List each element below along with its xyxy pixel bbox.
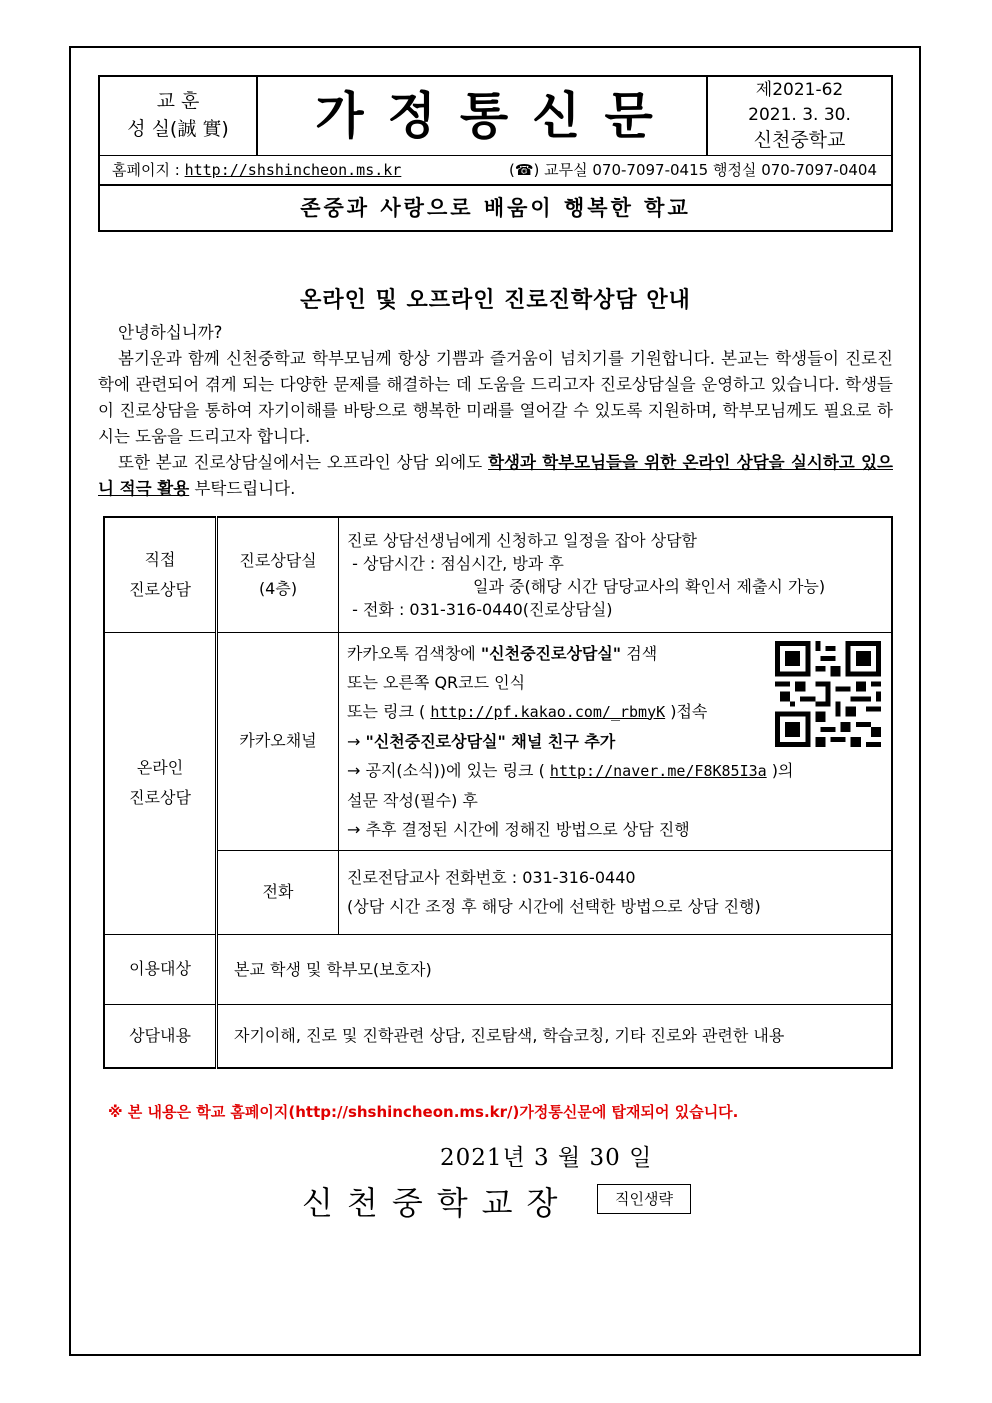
direct-line-3: 일과 중(해당 시간 담당교사의 확인서 제출시 가능) xyxy=(473,576,826,596)
direct-line-1: 진로 상담선생님에게 신청하고 일정을 잡아 상담함 xyxy=(347,530,698,550)
header-top-row xyxy=(100,77,891,156)
paragraph-2-pre: 또한 본교 진로상담실에서는 오프라인 상담 외에도 xyxy=(118,453,489,472)
qr-code-icon[interactable] xyxy=(775,641,881,747)
greeting: 안녕하십니까? xyxy=(118,323,223,342)
homepage-label: 홈페이지 : xyxy=(112,161,180,179)
survey-link[interactable]: http://naver.me/F8K85I3a xyxy=(549,761,767,780)
room-label: 진로상담실 (4층) xyxy=(217,517,339,632)
kakao-channel-link[interactable]: http://pf.kakao.com/_rbmyK xyxy=(430,702,666,721)
target-value: 본교 학생 및 학부모(보호자) xyxy=(217,934,893,1004)
motto-label: 교 훈 xyxy=(156,90,200,112)
kakao-line-5 xyxy=(347,756,883,786)
seal-omitted-box: 직인생략 xyxy=(597,1184,691,1214)
motto-value: 성 실(誠 實) xyxy=(127,118,229,140)
issue-number: 제2021-62 xyxy=(755,80,844,100)
kakao-line-2: 또는 오른쪽 QR코드 인식 xyxy=(347,672,526,692)
kakao-details xyxy=(339,632,893,850)
kakao-add-friend: "신천중진로상담실" 채널 친구 추가 xyxy=(365,731,616,751)
paragraph-2-post: 부탁드립니다. xyxy=(189,479,296,498)
content-value: 자기이해, 진로 및 진학관련 상담, 진로탐색, 학습코칭, 기타 진로와 관련한 내용 xyxy=(217,1004,893,1068)
newsletter-title: 가정통신문 xyxy=(315,87,677,145)
kakao-line-3-pre: 또는 링크 ( xyxy=(347,701,431,721)
phone-line-1: 진로전담교사 전화번호 : 031-316-0440 xyxy=(347,868,636,887)
table-row xyxy=(104,632,892,850)
direct-details xyxy=(339,517,893,632)
target-label: 이용대상 xyxy=(104,934,217,1004)
kakao-line-3-post: )접속 xyxy=(665,701,708,721)
direct-line-4: - 전화 : 031-316-0440(진로상담실) xyxy=(347,599,613,619)
contact-row xyxy=(100,156,891,186)
letter-date: 2021년 3 월 30 일 xyxy=(440,1145,653,1171)
kakao-line-5-post: )의 xyxy=(766,760,794,780)
counseling-table xyxy=(103,516,893,1069)
issue-info xyxy=(706,77,891,155)
direct-line-2: - 상담시간 : 점심시간, 방과 후 xyxy=(347,553,564,573)
phone-line-2: (상담 시간 조정 후 해당 시간에 선택한 방법으로 상담 진행) xyxy=(347,897,761,916)
direct-label: 직접 진로상담 xyxy=(104,517,217,632)
arrow-icon: → xyxy=(347,731,366,751)
kakao-label: 카카오채널 xyxy=(217,632,339,850)
homepage xyxy=(112,156,401,184)
kakao-line-1-pre: 카카오톡 검색창에 xyxy=(347,643,481,663)
phone-numbers: (☎) 교무실 070-7097-0415 행정실 070-7097-0404 xyxy=(508,161,877,179)
school-name: 신천중학교 xyxy=(753,129,846,151)
school-slogan: 존중과 사랑으로 배움이 행복한 학교 xyxy=(300,196,691,220)
school-motto xyxy=(100,77,258,155)
table-row xyxy=(104,850,892,934)
principal-signature: 신천중학교장 xyxy=(302,1184,572,1222)
paragraph-2-underline: 학생과 학부모님들을 위한 온라인 상담을 실시하고 있으니 적극 활용 xyxy=(98,453,893,498)
body-text xyxy=(98,320,893,502)
issue-date: 2021. 3. 30. xyxy=(748,105,851,125)
paragraph-1: 봄기운과 함께 신천중학교 학부모님께 항상 기쁨과 즐거움이 넘치기를 기원합니다. 본교는 학생들이 진로진학에 관련되어 겪게 되는 다양한 문제를 해결하는 데 도움을 드리고자 진로상담실을 운영하고 있습니다. 학생들이 진로상담을 통하여 자기이해를 바탕으로 행복한 미래를 열어갈 수 있도록 지원하며, 학부모님께도 필요로 하시는 도움을 드리고자 합니다. xyxy=(98,349,893,446)
online-label: 온라인 진로상담 xyxy=(104,632,217,934)
table-row xyxy=(104,934,892,1004)
table-row xyxy=(104,1004,892,1068)
table-row xyxy=(104,517,892,632)
phone-details xyxy=(339,850,893,934)
kakao-line-7: → 추후 결정된 시간에 정해진 방법으로 상담 진행 xyxy=(347,819,690,839)
homepage-notice: ※ 본 내용은 학교 홈페이지(http://shshincheon.ms.kr/)가정통신문에 탑재되어 있습니다. xyxy=(108,1103,739,1121)
paragraph-2 xyxy=(98,450,893,502)
kakao-line-1-post: 검색 xyxy=(621,643,658,663)
newsletter-header xyxy=(98,75,893,232)
kakao-line-5-pre: → 공지(소식))에 있는 링크 ( xyxy=(347,760,550,780)
phone-label: 전화 xyxy=(217,850,339,934)
homepage-link[interactable]: http://shshincheon.ms.kr xyxy=(184,161,402,179)
kakao-search-term: "신천중진로상담실" xyxy=(480,643,622,663)
kakao-line-6: 설문 작성(필수) 후 xyxy=(347,790,478,810)
document-title: 온라인 및 오프라인 진로진학상담 안내 xyxy=(300,288,691,313)
content-label: 상담내용 xyxy=(104,1004,217,1068)
